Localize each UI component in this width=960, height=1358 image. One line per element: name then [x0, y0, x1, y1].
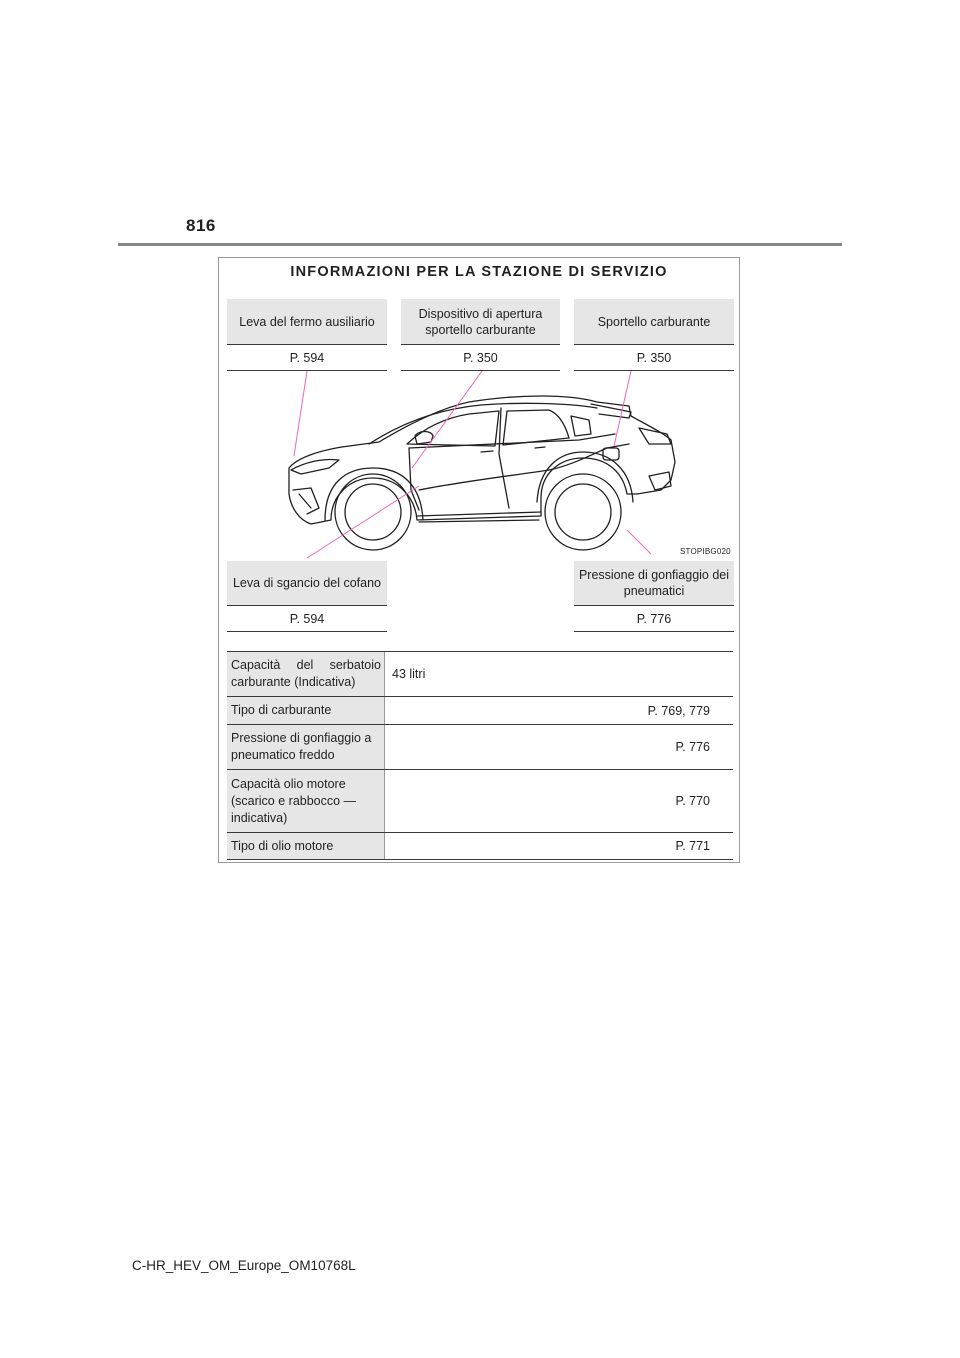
- callout-label-auxiliary-catch-lever: Leva del fermo ausiliario: [227, 299, 387, 345]
- spec-value: P. 771: [675, 839, 710, 853]
- spec-value: P. 770: [675, 794, 710, 808]
- section-title: INFORMAZIONI PER LA STAZIONE DI SERVIZIO: [290, 264, 668, 280]
- callout-label-fuel-door: Sportello carburante: [574, 299, 734, 345]
- spec-value: P. 769, 779: [647, 703, 710, 718]
- spec-label: Capacità olio motore (scarico e rabbocco — indicativa): [227, 770, 385, 832]
- spec-table: [227, 651, 733, 860]
- callout-ref-fuel-door: P. 350: [574, 345, 734, 371]
- page-number: 816: [186, 216, 216, 235]
- header-rule: [118, 243, 842, 246]
- callout-label-fuel-door-opener: Dispositivo di apertura sportello carburante: [401, 299, 560, 345]
- figure-code: STOPIBG020: [680, 547, 731, 556]
- callout-ref-auxiliary-catch-lever: P. 594: [227, 345, 387, 371]
- spec-label: Pressione di gonfiaggio a pneumatico freddo: [227, 725, 385, 769]
- spec-label: Capacità del serbatoio carburante (Indicativa): [227, 652, 385, 696]
- spec-row-fuel-capacity: [227, 652, 733, 697]
- callout-ref-fuel-door-opener: P. 350: [401, 345, 560, 371]
- spec-value: P. 776: [675, 740, 710, 754]
- callout-label-hood-release-lever: Leva di sgancio del cofano: [227, 561, 387, 606]
- spec-row-cold-tire-pressure: [227, 725, 733, 770]
- spec-row-fuel-type: [227, 697, 733, 725]
- spec-label: Tipo di carburante: [227, 697, 385, 724]
- callout-ref-tire-pressure: P. 776: [574, 606, 734, 632]
- spec-row-oil-type: [227, 833, 733, 860]
- spec-row-oil-capacity: [227, 770, 733, 833]
- callout-ref-hood-release-lever: P. 594: [227, 606, 387, 632]
- callout-label-tire-pressure: Pressione di gonfiaggio dei pneumatici: [574, 561, 734, 606]
- service-info-panel: [218, 257, 740, 863]
- spec-value: 43 litri: [392, 667, 426, 681]
- spec-label: Tipo di olio motore: [227, 833, 385, 859]
- document-footer: C-HR_HEV_OM_Europe_OM10768L: [132, 1258, 356, 1273]
